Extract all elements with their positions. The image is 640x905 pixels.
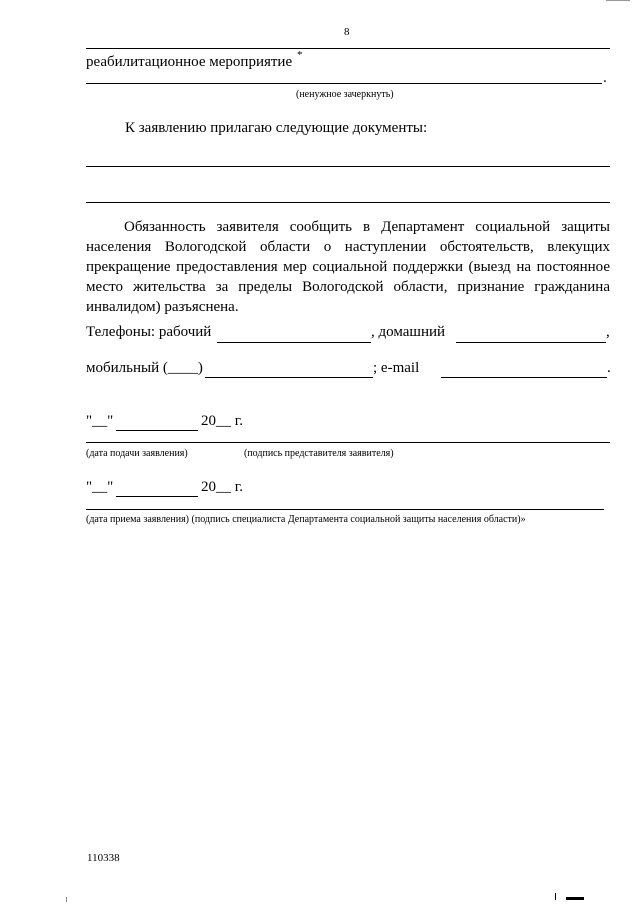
- phone-home-label: , домашний: [371, 324, 446, 340]
- documents-line-1[interactable]: [86, 166, 610, 167]
- phone-comma: ,: [606, 324, 610, 340]
- scan-mark-bottom-left: [66, 897, 67, 902]
- caption2: (дата приема заявления) (подпись специалиста Департамента социальной защиты населения области)»: [86, 514, 526, 525]
- rehab-rule: [86, 83, 602, 84]
- scan-mark-bottom-right: [566, 897, 584, 900]
- date1-day: "__": [86, 413, 114, 429]
- rehab-period: .: [603, 70, 607, 86]
- signature-rule-2[interactable]: [86, 509, 604, 510]
- phone-mobile-label: мобильный (____): [86, 360, 203, 376]
- signature-rule-1[interactable]: [86, 442, 610, 443]
- date2-day: "__": [86, 479, 114, 495]
- scan-mark-top: [606, 0, 630, 1]
- rehab-label: реабилитационное мероприятие: [86, 54, 293, 70]
- phone-mobile-field[interactable]: [205, 377, 373, 378]
- email-period: .: [607, 360, 611, 376]
- date2-year: 20__ г.: [201, 479, 243, 495]
- page-number: 8: [344, 26, 350, 38]
- caption1-sign: (подпись представителя заявителя): [244, 448, 394, 459]
- documents-line-2[interactable]: [86, 202, 610, 203]
- date1-year: 20__ г.: [201, 413, 243, 429]
- attach-label: К заявлению прилагаю следующие документы:: [125, 120, 428, 136]
- obligation-paragraph: [86, 217, 610, 317]
- email-label: ; e-mail: [373, 360, 420, 376]
- obligation-text: Обязанность заявителя сообщить в Департамент социальной защиты населения Вологодской области о наступлении обстоятельств, влекущих прекращение предоставления мер социальной поддержки (выезд на постоянное место жительства за пределы Вологодской области, признание гражданина инвалидом) разъяснена.: [86, 219, 610, 315]
- date2-month-field[interactable]: [116, 496, 198, 497]
- footer-code: 110338: [87, 852, 120, 864]
- scan-mark-bottom-tick: [555, 893, 556, 900]
- top-rule: [86, 48, 610, 49]
- strike-note: (ненужное зачеркнуть): [296, 89, 394, 100]
- footnote-asterisk: *: [297, 49, 303, 61]
- phone-home-field[interactable]: [456, 342, 606, 343]
- caption1-date: (дата подачи заявления): [86, 448, 188, 459]
- date1-month-field[interactable]: [116, 430, 198, 431]
- email-field[interactable]: [441, 377, 607, 378]
- phone-work-field[interactable]: [217, 342, 371, 343]
- phone-work-label: Телефоны: рабочий: [86, 324, 212, 340]
